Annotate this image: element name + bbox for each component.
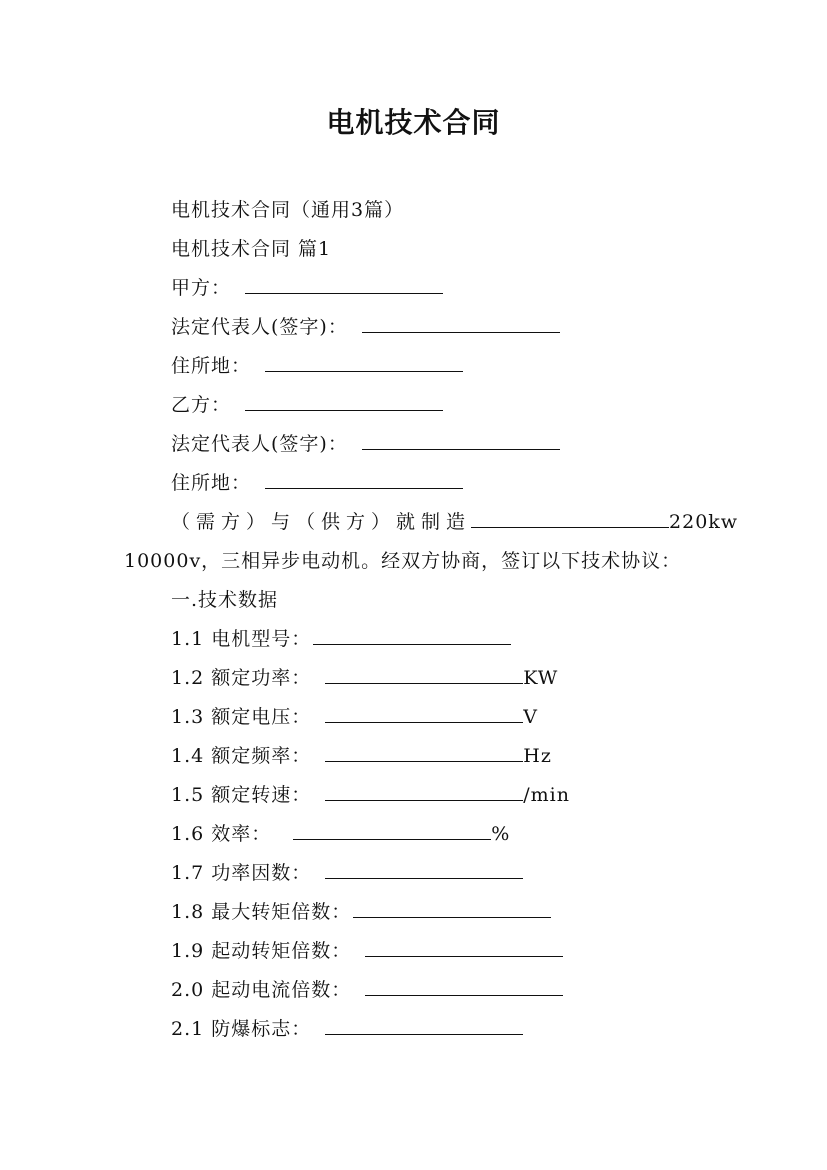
party-b-rep-blank[interactable] — [362, 431, 560, 450]
tech-item — [171, 743, 552, 769]
tech-item — [171, 821, 510, 847]
tech-item-label: 1.5 额定转速： — [171, 784, 312, 806]
tech-item-label: 1.2 额定功率： — [171, 667, 312, 689]
tech-item — [171, 860, 523, 886]
tech-item-blank[interactable] — [365, 977, 563, 996]
party-a-label: 甲方： — [171, 277, 232, 299]
tech-item-label: 2.0 起动电流倍数： — [171, 979, 352, 1001]
tech-item-label: 1.8 最大转矩倍数： — [171, 901, 352, 923]
tech-item-blank[interactable] — [293, 821, 491, 840]
tech-item-blank[interactable] — [325, 860, 523, 879]
intro-text-2: 220kw — [669, 511, 739, 533]
party-b-label: 乙方： — [171, 394, 232, 416]
tech-item-label: 1.7 功率因数： — [171, 862, 312, 884]
tech-item-label: 1.3 额定电压： — [171, 706, 312, 728]
tech-heading: 一.技术数据 — [171, 589, 279, 611]
tech-item-unit: Hz — [523, 745, 552, 767]
party-a-rep-label: 法定代表人(签字)： — [171, 316, 348, 338]
tech-item-label: 1.4 额定频率： — [171, 745, 312, 767]
party-b-address-line — [171, 470, 463, 496]
tech-item-blank[interactable] — [313, 626, 511, 645]
party-a-address-blank[interactable] — [265, 353, 463, 372]
tech-item-blank[interactable] — [325, 665, 523, 684]
party-b-line — [171, 392, 443, 418]
tech-item-blank[interactable] — [325, 782, 523, 801]
tech-item — [171, 626, 511, 652]
party-a-address-line — [171, 353, 463, 379]
tech-item-unit: % — [491, 823, 511, 845]
party-b-blank[interactable] — [245, 392, 443, 411]
document-title: 电机技术合同 — [326, 106, 501, 139]
party-a-rep-line — [171, 314, 560, 340]
tech-item — [171, 899, 551, 925]
intro-blank[interactable] — [471, 509, 669, 528]
tech-item — [171, 665, 558, 691]
party-a-rep-blank[interactable] — [362, 314, 560, 333]
document-subtitle: 电机技术合同（通用3篇） — [171, 199, 405, 221]
tech-item-blank[interactable] — [325, 704, 523, 723]
tech-item — [171, 977, 563, 1003]
tech-item-blank[interactable] — [353, 899, 551, 918]
intro-line-2: 10000v，三相异步电动机。经双方协商，签订以下技术协议： — [124, 550, 682, 572]
party-a-address-label: 住所地： — [171, 355, 252, 377]
tech-item — [171, 704, 538, 730]
tech-item-label: 1.6 效率： — [171, 823, 272, 845]
tech-item-blank[interactable] — [325, 743, 523, 762]
tech-item — [171, 782, 570, 808]
section-heading: 电机技术合同 篇1 — [171, 238, 332, 260]
party-b-address-label: 住所地： — [171, 472, 252, 494]
tech-item — [171, 938, 563, 964]
tech-item-unit: V — [523, 706, 538, 728]
tech-item-label: 1.9 起动转矩倍数： — [171, 940, 352, 962]
intro-line-1 — [171, 509, 738, 535]
party-b-rep-line — [171, 431, 560, 457]
party-b-rep-label: 法定代表人(签字)： — [171, 433, 348, 455]
intro-text-1: （需方）与（供方）就制造 — [171, 511, 472, 533]
party-b-address-blank[interactable] — [265, 470, 463, 489]
tech-item — [171, 1016, 523, 1042]
tech-item-blank[interactable] — [365, 938, 563, 957]
tech-item-blank[interactable] — [325, 1016, 523, 1035]
tech-item-label: 1.1 电机型号： — [171, 628, 312, 650]
tech-item-label: 2.1 防爆标志： — [171, 1018, 312, 1040]
tech-item-unit: KW — [523, 667, 559, 689]
party-a-blank[interactable] — [245, 275, 443, 294]
tech-item-unit: /min — [523, 784, 570, 806]
party-a-line — [171, 275, 443, 301]
